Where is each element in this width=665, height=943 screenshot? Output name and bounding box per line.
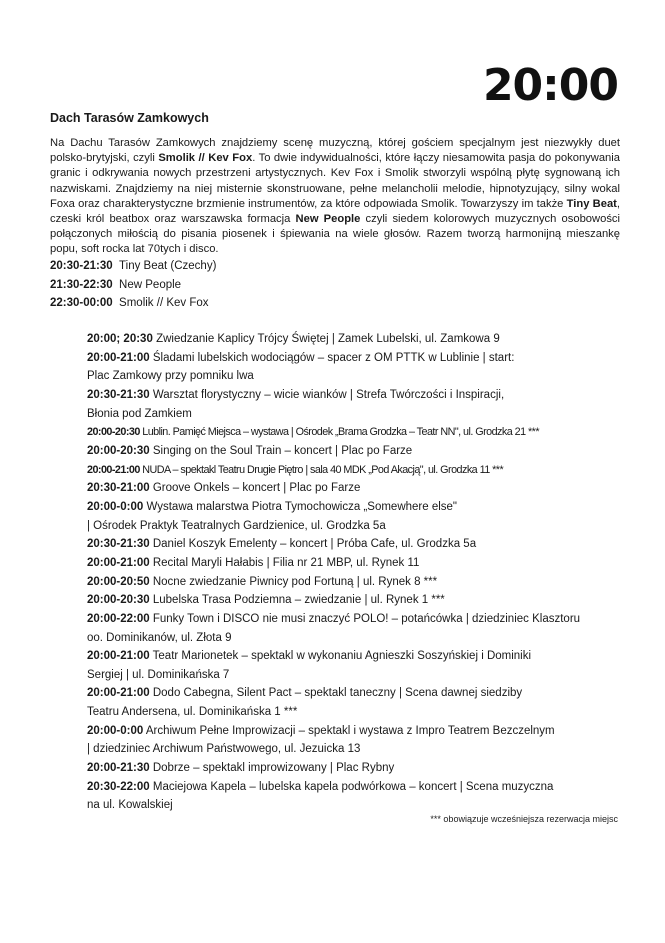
event-time: 20:00-21:00	[87, 351, 150, 364]
event-time: 20:30-21:00	[87, 482, 150, 495]
event-text: NUDA – spektakl Teatru Drugie Piętro | sala 40 MDK „Pod Akacją", ul. Grodzka 11 ***	[142, 463, 504, 476]
event-text: Wystawa malarstwa Piotra Tymochowicza „Somewhere else"	[146, 500, 458, 513]
page-time-heading: 20:00	[482, 60, 618, 111]
event-item	[87, 442, 627, 461]
event-time: 20:00-20:50	[87, 575, 150, 588]
reservation-footnote: *** obowiązuje wcześniejsza rezerwacja miejsc	[430, 814, 618, 824]
event-time: 20:00-21:00	[87, 650, 150, 663]
event-text-continued: Sergiej | ul. Dominikańska 7	[87, 668, 230, 681]
slot-time: 20:30-21:30	[50, 260, 113, 272]
event-text: Daniel Koszyk Emelenty – koncert | Próba Cafe, ul. Grodzka 5a	[152, 538, 477, 551]
event-text-continued: | dziedziniec Archiwum Państwowego, ul. Jezuicka 13	[87, 743, 361, 756]
event-item	[87, 684, 627, 703]
event-text: Dobrze – spektakl improwizowany | Plac Rybny	[152, 762, 395, 775]
slot-row	[50, 294, 216, 313]
event-text: Maciejowa Kapela – lubelska kapela podwórkowa – koncert | Scena muzyczna	[152, 780, 554, 793]
desc-part-4: czyli siedem kolorowych muzycznych osobowości połączonych miłością do pisania piosenek i śpiewania na wiele głosów. Razem tworzą harmonijną mieszankę popu, soft rocka lat 70tych i disco.	[50, 213, 620, 256]
event-text: Singing on the Soul Train – koncert | Plac po Farze	[152, 444, 413, 457]
event-time: 20:00-21:00	[87, 463, 140, 476]
event-text-continued: Teatru Andersena, ul. Dominikańska 1 ***	[87, 706, 298, 719]
event-text: Lubelska Trasa Podziemna – zwiedzanie | ul. Rynek 1 ***	[152, 594, 445, 607]
event-item	[87, 647, 627, 666]
event-time: 20:00; 20:30	[87, 333, 153, 345]
venue-description	[50, 136, 620, 258]
event-time: 20:00-21:00	[87, 556, 150, 569]
event-text: Dodo Cabegna, Silent Pact – spektakl taneczny | Scena dawnej siedziby	[152, 687, 523, 700]
event-text: Lublin. Pamięć Miejsca – wystawa | Ośrodek „Brama Grodzka – Teatr NN", ul. Grodzka 21 ***	[142, 426, 539, 439]
event-item	[87, 461, 627, 480]
event-item	[87, 423, 627, 442]
event-text: Śladami lubelskich wodociągów – spacer z OM PTTK w Lublinie | start:	[152, 351, 515, 364]
desc-smolik-kevfox: Smolik // Kev Fox	[158, 152, 253, 165]
event-item	[87, 759, 627, 778]
desc-part-1: Na Dachu Tarasów Zamkowych znajdziemy scenę muzyczną, której gościem specjalnym jest niezwykły duet polsko-brytyjski, czyli	[50, 137, 620, 165]
event-time: 20:00-20:30	[87, 444, 150, 457]
event-item	[87, 535, 627, 554]
event-time: 20:00-20:30	[87, 594, 150, 607]
event-time: 20:00-0:00	[87, 724, 144, 737]
event-text: Teatr Marionetek – spektakl w wykonaniu Agnieszki Soszyńskiej i Dominiki	[152, 650, 532, 663]
slot-time: 22:30-00:00	[50, 297, 113, 309]
slot-row	[50, 276, 216, 295]
event-text-continued: oo. Dominikanów, ul. Złota 9	[87, 631, 232, 644]
event-text-continued: na ul. Kowalskiej	[87, 799, 173, 812]
slot-name: Smolik // Kev Fox	[119, 297, 209, 309]
event-text: Groove Onkels – koncert | Plac po Farze	[152, 482, 361, 495]
desc-part-2: . To dwie indywidualności, które łączy niesamowita pasja do pokonywania granic i odkrywania nowych przestrzeni artystycznych. Kev Fox i Smolik stworzyli wspólną płytę sygnowaną ich nazwiskami. Znajdziemy na niej misternie skonstruowane, pełne melancholii melodie, hipnotyzujący, silny wokal Foxa oraz charakterystyczne brzmienie instrumentów, za które odpowiada Smolik. Towarzyszy im także	[50, 152, 620, 210]
event-text-continued: | Ośrodek Praktyk Teatralnych Gardzienice, ul. Grodzka 5a	[87, 519, 386, 532]
event-item	[87, 330, 627, 349]
event-item	[87, 498, 627, 517]
stage-schedule	[50, 257, 216, 313]
slot-name: New People	[119, 278, 182, 291]
event-list	[87, 330, 627, 815]
event-time: 20:30-21:30	[87, 388, 150, 401]
event-item	[87, 554, 627, 573]
event-text: Recital Maryli Hałabis | Filia nr 21 MBP, ul. Rynek 11	[152, 556, 420, 569]
event-item	[87, 722, 627, 741]
slot-time: 21:30-22:30	[50, 278, 113, 291]
event-text: Archiwum Pełne Improwizacji – spektakl i wystawa z Impro Teatrem Bezczelnym	[145, 724, 555, 737]
event-item	[87, 386, 627, 405]
event-time: 20:00-20:30	[87, 426, 140, 439]
event-text: Funky Town i DISCO nie musi znaczyć POLO! – potańcówka | dziedziniec Klasztoru	[152, 612, 581, 625]
venue-title: Dach Tarasów Zamkowych	[50, 111, 209, 125]
event-text-continued: Błonia pod Zamkiem	[87, 407, 192, 420]
event-time: 20:30-22:00	[87, 780, 150, 793]
event-item	[87, 610, 627, 629]
event-item	[87, 591, 627, 610]
event-time: 20:30-21:30	[87, 538, 150, 551]
event-text: Warsztat florystyczny – wicie wianków | Strefa Twórczości i Inspiracji,	[152, 388, 505, 401]
event-item	[87, 349, 627, 368]
desc-part-3: , czeski król beatbox oraz warszawska formacja	[50, 197, 621, 226]
event-item	[87, 778, 627, 797]
event-time: 20:00-21:30	[87, 762, 150, 775]
event-time: 20:00-21:00	[87, 687, 150, 700]
desc-tiny-beat: Tiny Beat	[566, 197, 617, 210]
event-time: 20:00-0:00	[87, 500, 144, 513]
event-item	[87, 573, 627, 592]
event-item	[87, 479, 627, 498]
slot-name: Tiny Beat (Czechy)	[119, 260, 217, 272]
event-text-continued: Plac Zamkowy przy pomniku lwa	[87, 370, 254, 383]
event-time: 20:00-22:00	[87, 612, 150, 625]
event-text: Zwiedzanie Kaplicy Trójcy Świętej | Zamek Lubelski, ul. Zamkowa 9	[156, 333, 500, 345]
slot-row	[50, 257, 216, 276]
event-text: Nocne zwiedzanie Piwnicy pod Fortuną | ul. Rynek 8 ***	[152, 575, 438, 588]
desc-new-people: New People	[295, 213, 361, 226]
